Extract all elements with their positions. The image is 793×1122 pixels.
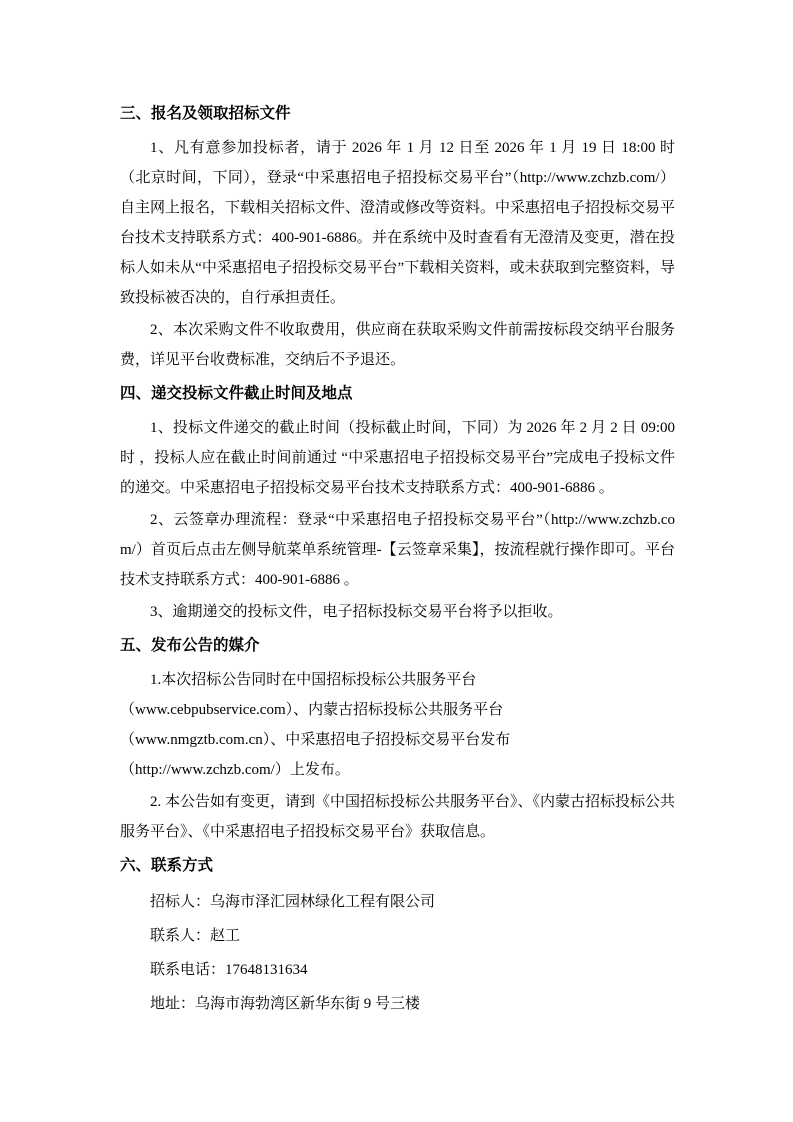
media-line-cebpubservice-url: （www.cebpubservice.com）、内蒙古招标投标公共服务平台 [120, 702, 504, 718]
contact-line-address: 地址：乌海市海勃湾区新华东街 9 号三楼 [150, 996, 421, 1012]
paragraph-registration-1: 1、凡有意参加投标者，请于 2026 年 1 月 12 日至 2026 年 1 月 19 日 18:00 时 （北京时间，下同），登录“中采惠招电子招投标交易平台”（http://www.zchzb.com/）自主网上报名，下载相关招标文件、澄清或修改等资料。中采惠招电子招投标交易平台技术支持联系方式：400-901-6886。并在系统中及时查看有无澄清及变更，潜在投标人如未从“中采惠招电子招投标交易平台”下载相关资料，或未获取到完整资料，导致投标被否决的，自行承担责任。 [120, 140, 676, 306]
section-heading-contact: 六、联系方式 [120, 857, 214, 874]
section-contact [120, 851, 675, 1021]
contact-line-person: 联系人：赵工 [150, 928, 241, 944]
media-line-intro: 1.本次招标公告同时在中国招标投标公共服务平台 [150, 672, 477, 688]
section-registration [120, 99, 675, 375]
section-heading-deadline: 四、递交投标文件截止时间及地点 [120, 385, 353, 402]
paragraph-deadline-3: 3、逾期递交的投标文件，电子招标投标交易平台将予以拒收。 [150, 604, 563, 620]
paragraph-media-changes: 2. 本公告如有变更，请到《中国招标投标公共服务平台》、《内蒙古招标投标公共服务平台》、《中采惠招电子招投标交易平台》获取信息。 [120, 794, 676, 840]
section-heading-media: 五、发布公告的媒介 [120, 637, 260, 654]
paragraph-deadline-1: 1、投标文件递交的截止时间（投标截止时间，下同）为 2026 年 2 月 2 日 09:00 时 ，投标人应在截止时间前通过 “中采惠招电子招投标交易平台”完成电子投标文件的递交。中采惠招电子招投标交易平台技术支持联系方式：400-901-6886 。 [120, 420, 675, 496]
paragraph-registration-2: 2、本次采购文件不收取费用，供应商在获取采购文件前需按标段交纳平台服务费，详见平台收费标准，交纳后不予退还。 [120, 322, 675, 368]
media-line-zchzb-url: （http://www.zchzb.com/）上发布。 [120, 762, 350, 778]
section-heading-registration: 三、报名及领取招标文件 [120, 105, 291, 122]
paragraph-deadline-2: 2、云签章办理流程：登录“中采惠招电子招投标交易平台”（http://www.zchzb.com/）首页后点击左侧导航菜单系统管理-【云签章采集】，按流程就行操作即可。平台技术支持联系方式：400-901-6886 。 [120, 512, 675, 588]
section-deadline [120, 379, 675, 627]
media-line-nmgztb-url: （www.nmgztb.com.cn）、中采惠招电子招投标交易平台发布 [120, 732, 511, 748]
contact-line-phone: 联系电话：17648131634 [150, 962, 308, 978]
contact-line-tenderer: 招标人：乌海市泽汇园林绿化工程有限公司 [150, 894, 436, 910]
section-media [120, 631, 675, 847]
